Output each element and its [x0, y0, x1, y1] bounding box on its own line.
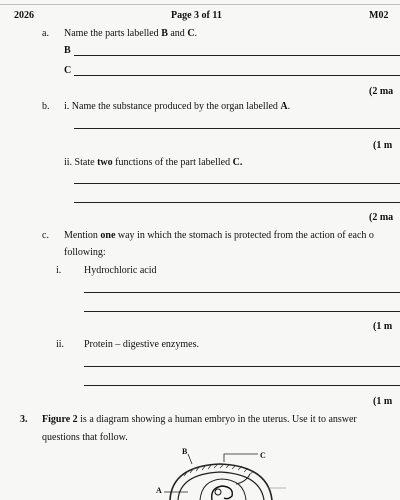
question-c-i-number: i. [56, 265, 62, 276]
question-c-letter: c. [42, 230, 49, 241]
answer-line-b-ii-2[interactable] [74, 202, 400, 203]
leader-line-b [188, 454, 192, 464]
header-page-number: Page 3 of 11 [171, 10, 222, 21]
embryo-head [215, 489, 221, 495]
uterus-outer-wall [170, 464, 272, 500]
question-a-marks: (2 ma [369, 86, 394, 97]
question-b-ii-text: ii. State two functions of the part labelled C. [64, 157, 243, 168]
answer-line-c-ii-2[interactable] [84, 385, 400, 386]
answer-line-b-ii-1[interactable] [74, 183, 400, 184]
question-3-text-line2: questions that follow. [42, 432, 128, 443]
answer-label-b: B [64, 45, 71, 56]
question-c-ii-text: Protein – digestive enzymes. [84, 339, 199, 350]
question-c-i-marks: (1 m [373, 321, 393, 332]
amniotic-sac [200, 479, 246, 500]
answer-line-c[interactable] [74, 75, 400, 76]
question-c-ii-marks: (1 m [373, 396, 393, 407]
uterus-wall-hatching [184, 464, 254, 476]
header-year: 2026 [14, 10, 34, 21]
answer-line-c-ii-1[interactable] [84, 366, 400, 367]
question-a-letter: a. [42, 28, 49, 39]
question-b-ii-marks: (2 ma [369, 212, 394, 223]
question-b-letter: b. [42, 101, 50, 112]
answer-line-b[interactable] [74, 55, 400, 56]
answer-label-c: C [64, 65, 72, 76]
question-3-text: Figure 2 is a diagram showing a human embryo in the uterus. Use it to answer [42, 414, 357, 425]
leader-line-c [224, 454, 258, 462]
question-b-i-text: i. Name the substance produced by the organ labelled A. [64, 101, 291, 112]
embryo-uterus-diagram [150, 444, 310, 500]
header-paper-code: M02 [369, 10, 389, 21]
question-a-text: Name the parts labelled B and C. [64, 28, 198, 39]
answer-line-c-i-1[interactable] [84, 292, 400, 293]
question-3-number: 3. [20, 414, 28, 425]
figure-label-c: C [260, 451, 266, 460]
figure-label-b: B [182, 447, 188, 456]
question-c-text-line2: following: [64, 247, 106, 258]
top-edge [0, 0, 400, 5]
question-b-i-marks: (1 m [373, 140, 393, 151]
figure-label-a: A [156, 486, 162, 495]
question-c-i-text: Hydrochloric acid [84, 265, 157, 276]
question-c-ii-number: ii. [56, 339, 65, 350]
answer-line-b-i[interactable] [74, 128, 400, 129]
question-c-text: Mention one way in which the stomach is protected from the action of each o [64, 230, 374, 241]
answer-line-c-i-2[interactable] [84, 311, 400, 312]
